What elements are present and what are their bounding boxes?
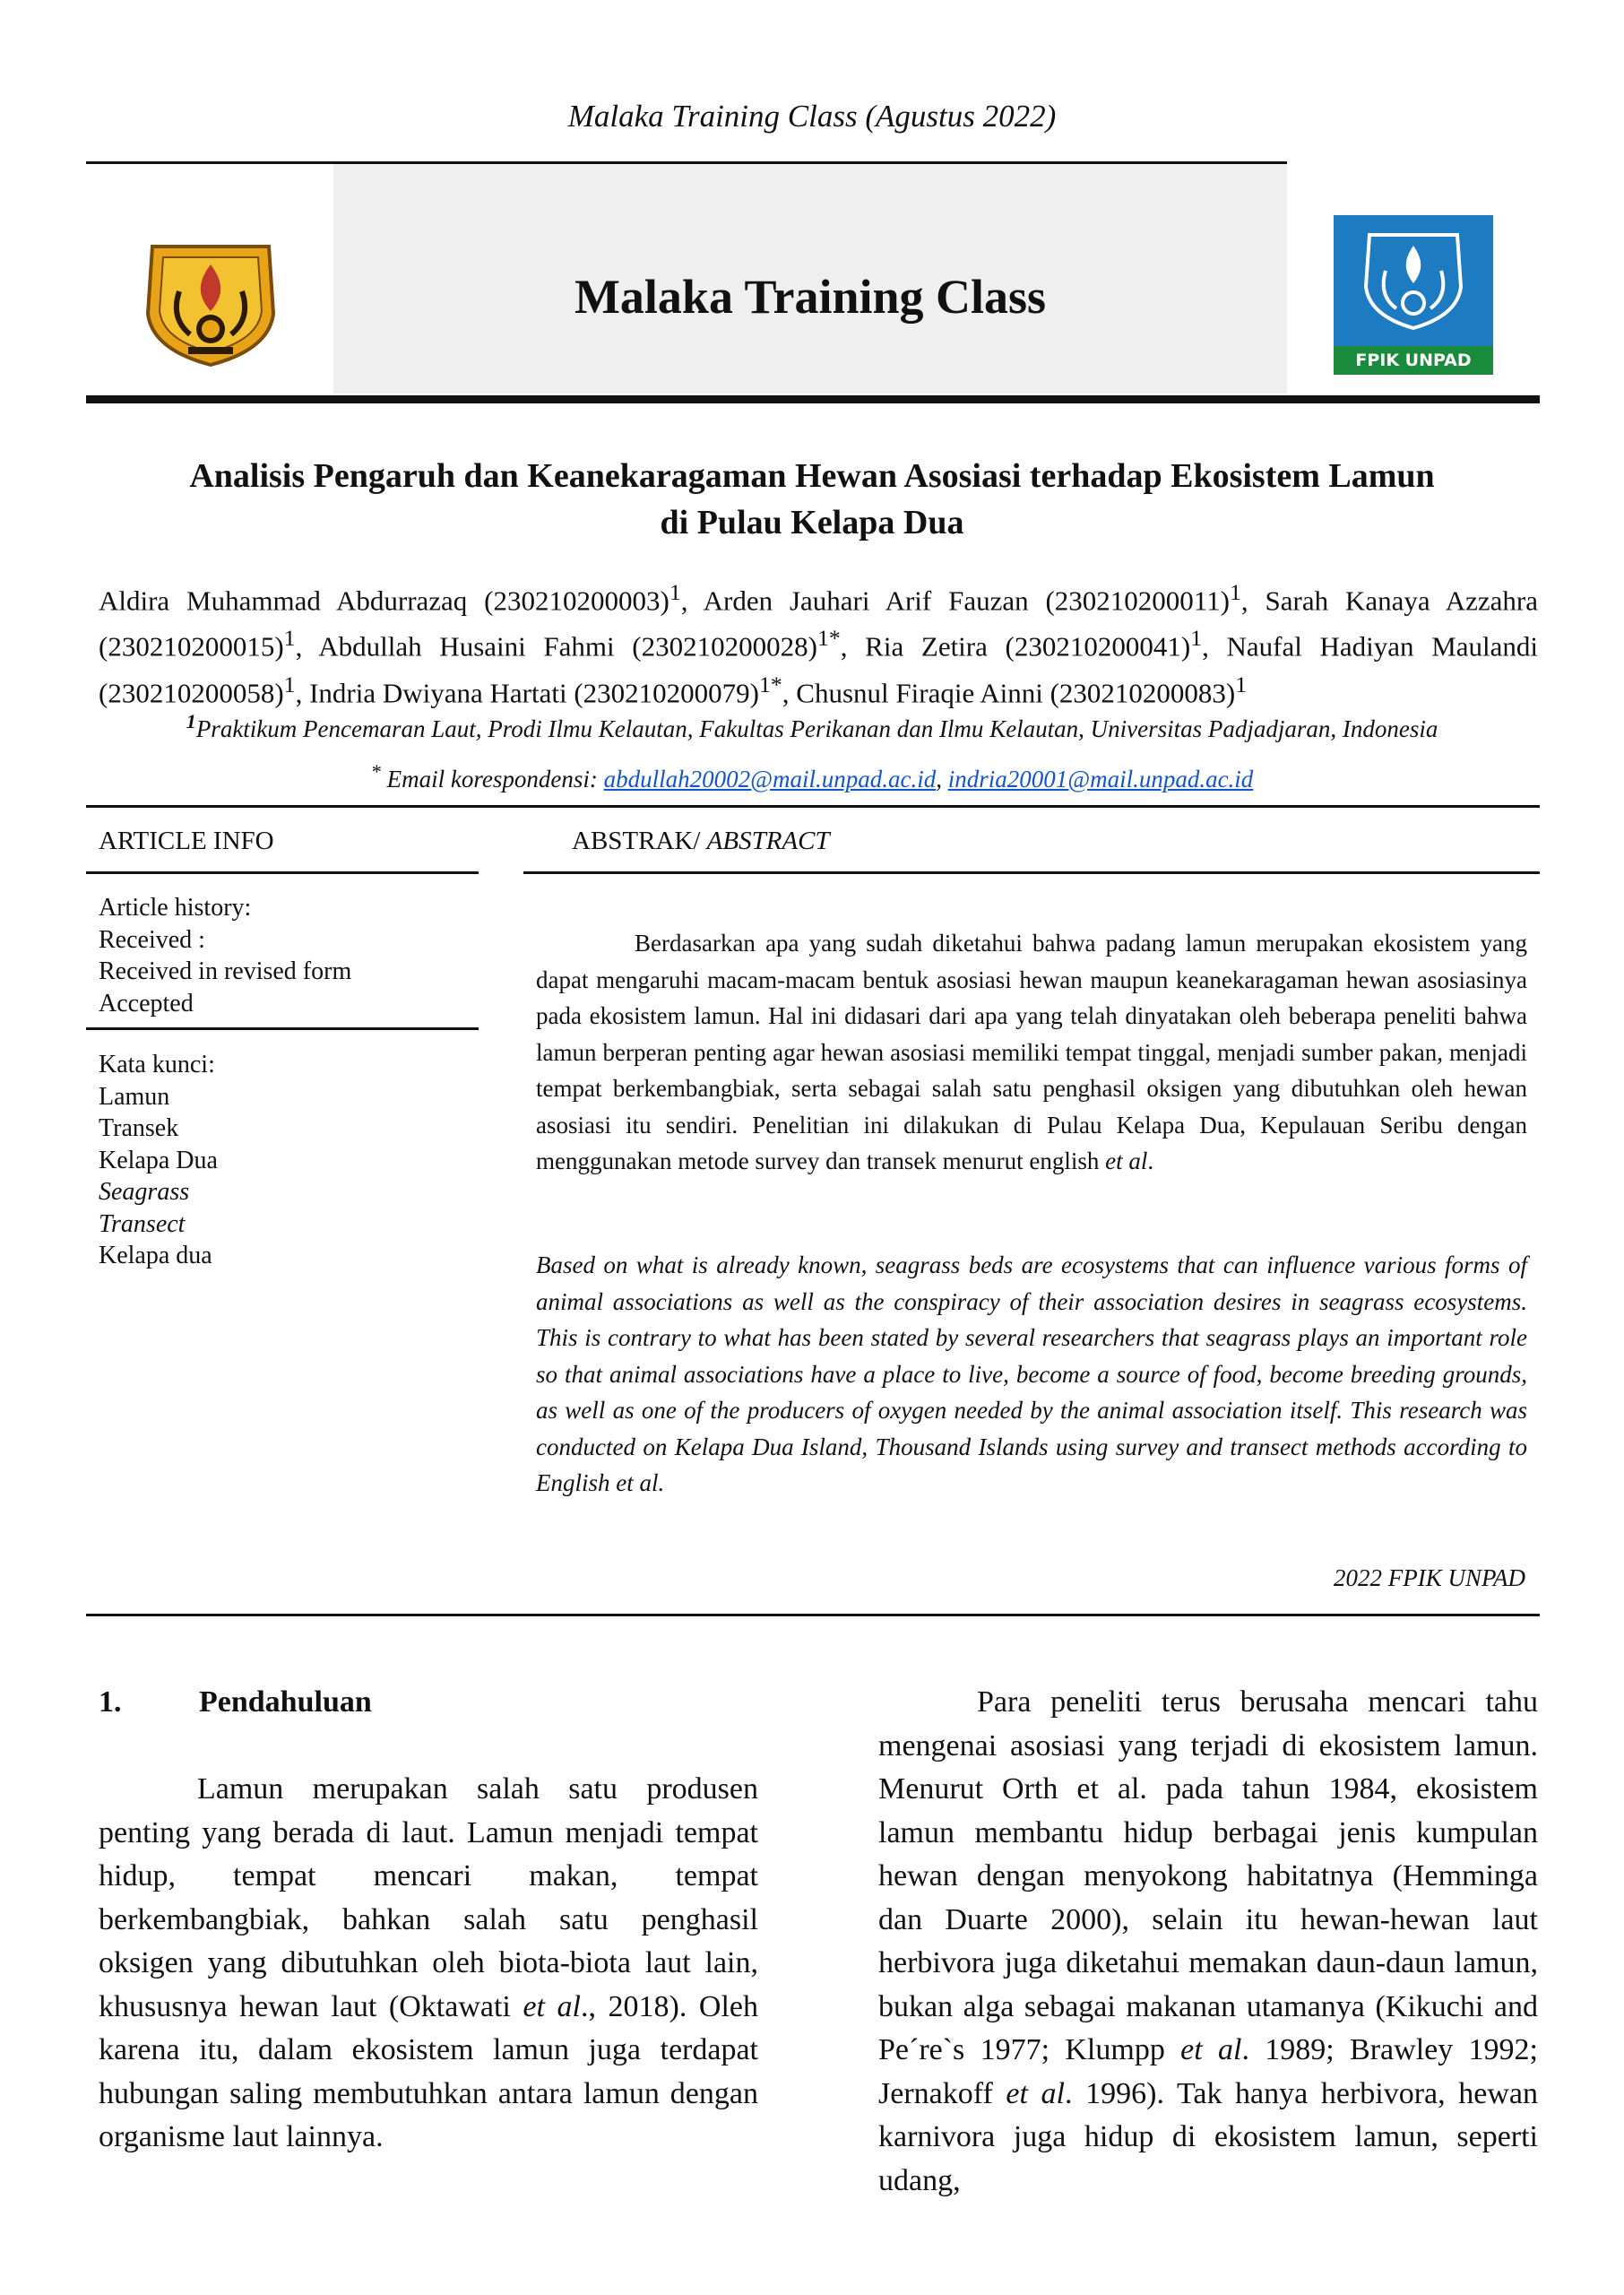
body-right-column <box>878 1681 1538 2203</box>
body-etal: et al <box>1006 2076 1065 2110</box>
author-sup: 1 <box>1190 625 1203 652</box>
affiliation <box>54 710 1570 743</box>
article-info-rule <box>86 871 479 874</box>
keyword: Transect <box>99 1209 186 1238</box>
history-line: Accepted <box>99 989 194 1018</box>
unpad-emblem-icon <box>134 229 287 372</box>
keyword: Seagrass <box>99 1178 190 1206</box>
abstract-heading-en: ABSTRACT <box>706 827 830 855</box>
author-sep: , <box>1202 630 1227 663</box>
article-info-divider <box>86 1027 479 1030</box>
paper-title <box>99 453 1525 546</box>
info-top-rule <box>86 805 1540 808</box>
fpik-emblem-icon <box>1334 215 1493 346</box>
author-sup: 1* <box>816 625 841 652</box>
affiliation-mark: 1 <box>186 710 196 732</box>
article-info-heading: ARTICLE INFO <box>99 827 274 855</box>
author: Indria Dwiyana Hartati (230210200079) <box>309 676 759 708</box>
fpik-unpad-logo <box>1334 215 1493 375</box>
section-title: Pendahuluan <box>199 1685 372 1719</box>
abstract-heading <box>572 827 830 856</box>
author-sup: 1 <box>1235 671 1248 697</box>
email-link-2[interactable]: indria20001@mail.unpad.ac.id <box>947 766 1254 792</box>
correspondence-email <box>54 760 1570 793</box>
author: Abdullah Husaini Fahmi (230210200028) <box>318 630 817 663</box>
author: Ria Zetira (230210200041) <box>865 630 1191 663</box>
paper-title-line-1: Analisis Pengaruh dan Keanekaragaman Hewan Asosiasi terhadap Ekosistem Lamun <box>189 457 1435 495</box>
history-line: Article history: <box>99 894 252 922</box>
brand-title: Malaka Training Class <box>574 270 1047 324</box>
abstract-bottom-rule <box>86 1614 1540 1616</box>
header-bottom-rule <box>86 395 1540 403</box>
author: Aldira Muhammad Abdurrazaq (230210200003) <box>99 585 669 617</box>
author: Sarah Kanaya Azzahra (230210200015) <box>99 585 1538 663</box>
body-text: . 1989; Brawley 1992; Jernakoff <box>878 2033 1539 2110</box>
abstract-english: Based on what is already known, seagrass beds are ecosystems that can influence various forms of animal associations as well as the conspiracy of their association desires in seagrass ecosystems. This is contrary to what has been stated by several researchers that seagrass plays an important role so that animal associations have a place to live, become a source of food, become breeding grounds, as well as one of the producers of oxygen needed by the animal association itself. This research was conducted on Kelapa Dua Island, Thousand Islands using survey and transect methods according to English et al. <box>536 1251 1527 1496</box>
section-heading <box>99 1685 372 1719</box>
abstract-id-end: . <box>1147 1148 1154 1174</box>
author-sep: , <box>1240 585 1266 617</box>
fpik-unpad-badge: FPIK UNPAD <box>1334 346 1493 375</box>
copyright-line: 2022 FPIK UNPAD <box>1334 1564 1525 1591</box>
keyword: Transek <box>99 1114 179 1142</box>
email-label: Email korespondensi: <box>380 766 604 792</box>
abstract-rule <box>523 871 1540 874</box>
abstract-heading-id: ABSTRAK/ <box>572 827 707 855</box>
article-history <box>99 892 351 1019</box>
abstract-id-etal: et al <box>1105 1148 1148 1174</box>
author-sep: , <box>295 676 310 708</box>
body-text: ., 2018). Oleh karena itu, dalam ekosistem lamun juga terdapat hubungan saling membutuhkan antara lamun dengan organisme laut lainnya. <box>99 1989 759 2153</box>
email-sep: , <box>936 766 948 792</box>
author-sep: , <box>840 630 866 663</box>
author: Naufal Hadiyan Maulandi (230210200058) <box>99 630 1538 708</box>
author-sep: , <box>782 676 797 708</box>
author-sup: 1 <box>283 625 296 652</box>
abstract-indonesian <box>536 925 1527 1180</box>
body-etal: et al <box>523 1989 581 2023</box>
author-sep: , <box>680 585 704 617</box>
keywords <box>99 1049 218 1272</box>
body-text: Para peneliti terus berusaha mencari tahu mengenai asosiasi yang terjadi di ekosistem lamun. Menurut Orth et al. pada tahun 1984, ekosistem lamun membantu hidup berbagai jenis kumpulan hewan dengan menyokong habitatnya (Hemminga dan Duarte 2000), selain itu hewan-hewan laut herbivora juga diketahui memakan daun-daun lamun, bukan alga sebagai makanan utamanya (Kikuchi and Pe´re`s 1977; Klumpp <box>878 1685 1538 2066</box>
abstract-id-text: Berdasarkan apa yang sudah diketahui bahwa padang lamun merupakan ekosistem yang dapat mengaruhi macam-macam bentuk asosiasi hewan maupun keanekaragaman hewan asosiasinya pada ekosistem lamun. Hal ini didasari dari apa yang telah dinyatakan oleh beberapa peneliti bahwa lamun berperan penting agar hewan asosiasi memiliki tempat tinggal, menjadi sumber pakan, menjadi tempat berkembangbiak, serta sebagai salah satu penghasil oksigen yang dibutuhkan oleh hewan asosiasi itu sendiri. Penelitian ini dilakukan di Pulau Kelapa Dua, Kepulauan Seribu dengan menggunakan metode survey dan transek menurut english <box>536 930 1527 1174</box>
section-number: 1. <box>99 1685 122 1719</box>
body-text: Lamun merupakan salah satu produsen penting yang berada di laut. Lamun menjadi tempat hidup, tempat mencari makan, tempat berkembangbiak, bahkan salah satu penghasil oksigen yang dibutuhkan oleh biota-biota laut lain, khususnya hewan laut (Oktawati <box>99 1772 758 2023</box>
keyword: Kelapa dua <box>99 1242 212 1269</box>
keywords-heading: Kata kunci: <box>99 1051 215 1078</box>
author-sup: 1* <box>758 671 782 697</box>
history-line: Received : <box>99 925 205 954</box>
paper-title-line-2: di Pulau Kelapa Dua <box>660 504 964 541</box>
author: Arden Jauhari Arif Fauzan (230210200011) <box>703 585 1230 617</box>
body-left-column <box>99 1768 758 2160</box>
affiliation-text: Praktikum Pencemaran Laut, Prodi Ilmu Kelautan, Fakultas Perikanan dan Ilmu Kelautan, Universitas Padjadjaran, Indonesia <box>195 715 1438 742</box>
keyword: Lamun <box>99 1082 170 1111</box>
author-sep: , <box>295 630 319 663</box>
author-sup: 1 <box>283 671 296 697</box>
author: Chusnul Firaqie Ainni (230210200083) <box>796 676 1236 708</box>
email-link-1[interactable]: abdullah20002@mail.unpad.ac.id <box>603 766 937 792</box>
journal-header: Malaka Training Class (Agustus 2022) <box>567 99 1057 134</box>
history-line: Received in revised form <box>99 957 352 985</box>
author-sup: 1 <box>1229 579 1241 605</box>
body-text: . 1996). Tak hanya herbivora, hewan karnivora juga hidup di ekosistem lamun, seperti udang, <box>878 2076 1538 2197</box>
author-list <box>99 574 1538 712</box>
email-mark: * <box>370 760 381 783</box>
author-sup: 1 <box>669 579 681 605</box>
body-etal: et al <box>1180 2033 1242 2066</box>
keyword: Kelapa Dua <box>99 1146 218 1174</box>
